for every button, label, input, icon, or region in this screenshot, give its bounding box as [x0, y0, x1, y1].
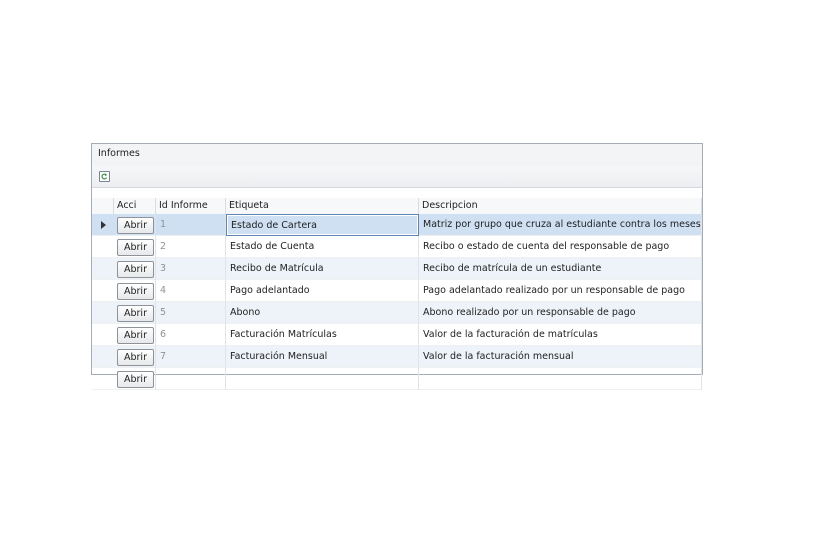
descripcion-cell[interactable] [419, 368, 702, 390]
abrir-button[interactable]: Abrir [117, 217, 154, 234]
descripcion-cell[interactable]: Recibo o estado de cuenta del responsable de pago [419, 236, 702, 258]
abrir-button[interactable]: Abrir [117, 327, 154, 344]
etiqueta-cell[interactable]: Abono [226, 302, 419, 324]
abrir-button[interactable]: Abrir [117, 371, 154, 388]
current-row-arrow-icon [101, 221, 106, 229]
descripcion-cell[interactable]: Valor de la facturación mensual [419, 346, 702, 368]
table-row[interactable] [92, 346, 702, 368]
column-header-id-informe[interactable]: Id Informe [156, 198, 226, 214]
column-header-row [92, 198, 702, 215]
descripcion-cell[interactable]: Recibo de matrícula de un estudiante [419, 258, 702, 280]
informes-panel [91, 143, 703, 385]
accion-cell [114, 368, 156, 390]
panel-title: Informes [98, 148, 140, 159]
row-indicator-cell [92, 214, 114, 236]
etiqueta-cell[interactable]: Facturación Matrículas [226, 324, 419, 346]
etiqueta-cell[interactable]: Recibo de Matrícula [226, 258, 419, 280]
id-informe-cell[interactable]: 3 [156, 258, 226, 280]
refresh-button[interactable] [99, 171, 110, 182]
table-row[interactable] [92, 368, 702, 390]
accion-cell [114, 346, 156, 368]
accion-cell [114, 214, 156, 236]
descripcion-cell[interactable]: Abono realizado por un responsable de pago [419, 302, 702, 324]
panel-header [92, 144, 702, 167]
abrir-button[interactable]: Abrir [117, 261, 154, 278]
abrir-button[interactable]: Abrir [117, 283, 154, 300]
abrir-button[interactable]: Abrir [117, 305, 154, 322]
table-row[interactable] [92, 280, 702, 302]
toolbar [92, 166, 702, 188]
id-informe-cell[interactable]: 4 [156, 280, 226, 302]
abrir-button[interactable]: Abrir [117, 239, 154, 256]
accion-cell [114, 324, 156, 346]
id-informe-cell[interactable] [156, 368, 226, 390]
table-row[interactable] [92, 258, 702, 280]
row-indicator-header [92, 198, 114, 214]
etiqueta-cell[interactable] [226, 368, 419, 390]
descripcion-cell[interactable]: Valor de la facturación de matrículas [419, 324, 702, 346]
table-row[interactable] [92, 324, 702, 346]
column-header-etiqueta[interactable]: Etiqueta [226, 198, 419, 214]
abrir-button[interactable]: Abrir [117, 349, 154, 366]
descripcion-cell[interactable]: Pago adelantado realizado por un responsable de pago [419, 280, 702, 302]
etiqueta-cell[interactable]: Estado de Cuenta [226, 236, 419, 258]
id-informe-cell[interactable]: 6 [156, 324, 226, 346]
accion-cell [114, 280, 156, 302]
accion-cell [114, 236, 156, 258]
column-header-descripcion[interactable]: Descripcion [419, 198, 702, 214]
etiqueta-cell[interactable]: Estado de Cartera [226, 214, 419, 236]
id-informe-cell[interactable]: 5 [156, 302, 226, 324]
id-informe-cell[interactable]: 1 [156, 214, 226, 236]
id-informe-cell[interactable]: 7 [156, 346, 226, 368]
refresh-icon [100, 172, 109, 181]
id-informe-cell[interactable]: 2 [156, 236, 226, 258]
column-header-accion[interactable]: Acci [114, 198, 156, 214]
etiqueta-cell[interactable]: Pago adelantado [226, 280, 419, 302]
table-row[interactable] [92, 302, 702, 324]
table-row[interactable] [92, 236, 702, 258]
etiqueta-cell[interactable]: Facturación Mensual [226, 346, 419, 368]
descripcion-cell[interactable]: Matriz por grupo que cruza al estudiante contra los meses [419, 214, 702, 236]
accion-cell [114, 302, 156, 324]
accion-cell [114, 258, 156, 280]
table-row[interactable] [92, 214, 702, 236]
